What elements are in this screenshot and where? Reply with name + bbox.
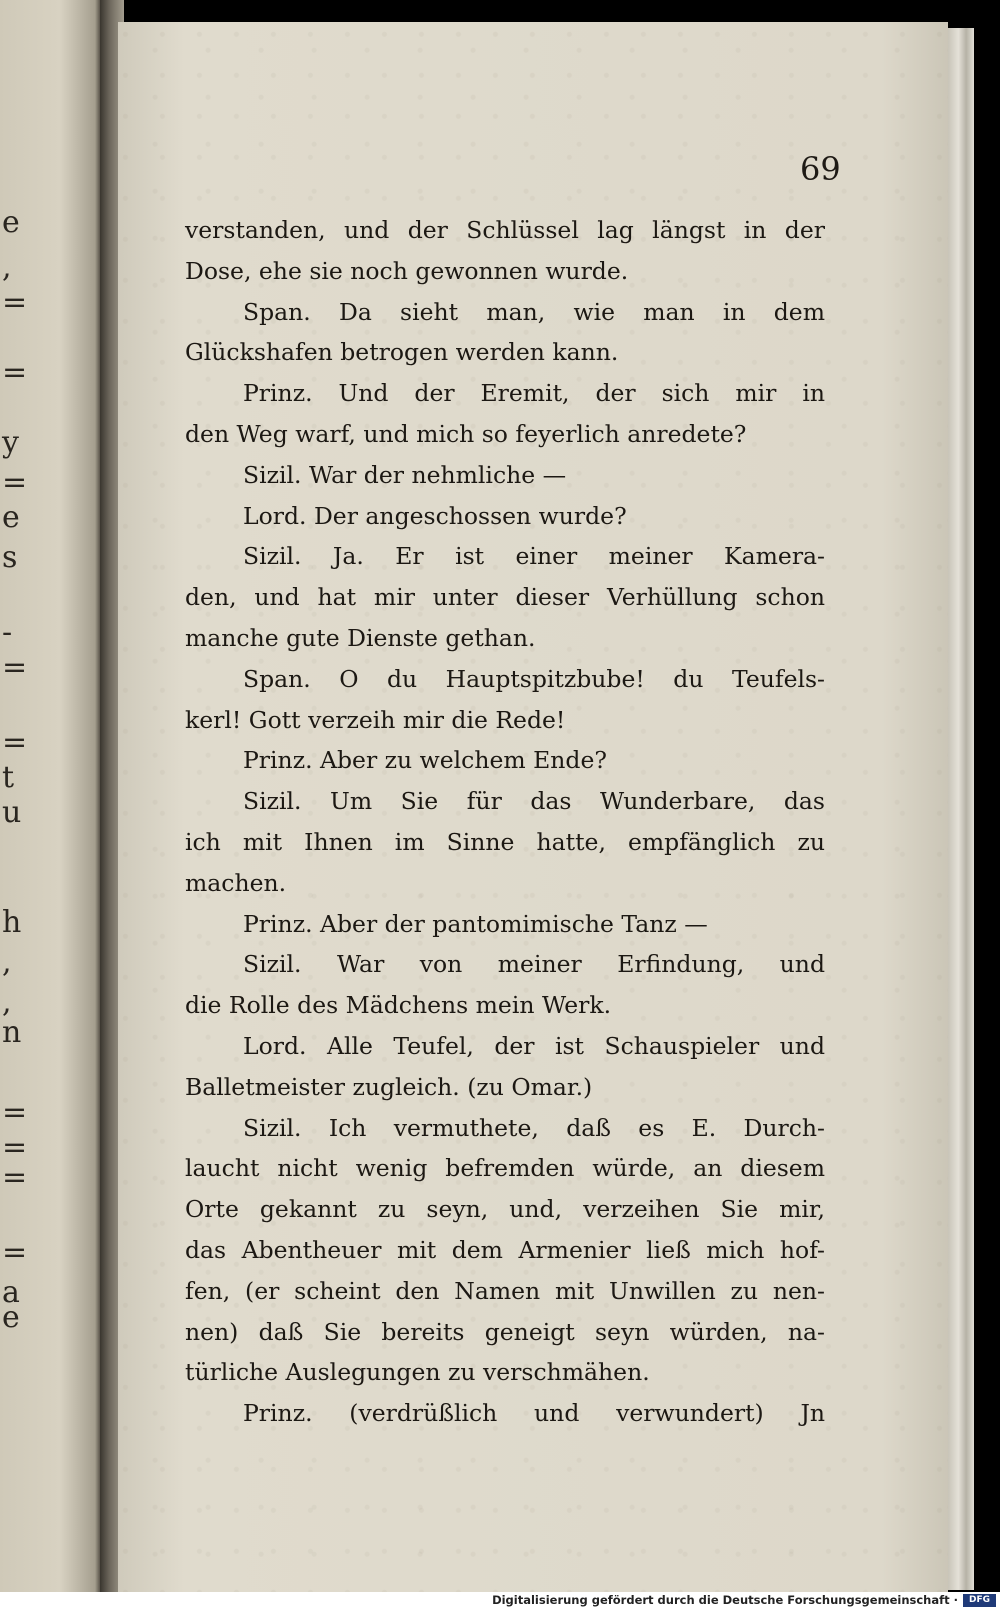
- text-line: Prinz. Aber zu welchem Ende?: [243, 746, 607, 775]
- text-line: nen) daß Sie bereits geneigt seyn würden, na-: [185, 1317, 825, 1346]
- page-number: 69: [800, 150, 841, 188]
- text-line: Sizil. War von meiner Erfindung, und: [243, 950, 825, 979]
- left-page-fragment: =: [2, 1130, 28, 1165]
- page-text: [185, 210, 825, 1434]
- left-page-fragment: t: [2, 760, 15, 795]
- text-line: Prinz. (verdrüßlich und verwundert) Jn: [243, 1399, 825, 1428]
- left-page-fragment: ,: [2, 985, 12, 1020]
- left-page-fragment: e: [2, 205, 20, 240]
- text-line: Prinz. Aber der pantomimische Tanz —: [243, 909, 708, 938]
- text-line: den Weg warf, und mich so feyerlich anredete?: [185, 419, 747, 448]
- left-page-fragment: =: [2, 355, 28, 390]
- left-page-fragment: =: [2, 650, 28, 685]
- left-page-fragment: =: [2, 1095, 28, 1130]
- text-line: Prinz. Und der Eremit, der sich mir in: [243, 379, 825, 408]
- text-line: türliche Auslegungen zu verschmähen.: [185, 1358, 650, 1387]
- text-line: das Abentheuer mit dem Armenier ließ mich hof-: [185, 1235, 825, 1264]
- left-page-fragment: =: [2, 725, 28, 760]
- left-page-fragment: ,: [2, 945, 12, 980]
- text-line: Lord. Alle Teufel, der ist Schauspieler und: [243, 1031, 825, 1060]
- left-page-fragment: -: [2, 615, 13, 650]
- text-line: Orte gekannt zu seyn, und, verzeihen Sie mir,: [185, 1195, 825, 1224]
- text-line: Dose, ehe sie noch gewonnen wurde.: [185, 256, 629, 285]
- left-page-fragment: ,: [2, 250, 12, 285]
- text-line: Span. O du Hauptspitzbube! du Teufels-: [243, 664, 825, 693]
- left-page-fragment: u: [2, 795, 22, 830]
- dfg-logo: DFG: [963, 1594, 996, 1607]
- text-line: die Rolle des Mädchens mein Werk.: [185, 991, 612, 1020]
- left-page-fragment: =: [2, 1160, 28, 1195]
- left-page-fragment: e: [2, 1300, 20, 1335]
- left-page-fragment: e: [2, 500, 20, 535]
- left-page-edge: [0, 0, 100, 1600]
- text-line: laucht nicht wenig befremden würde, an diesem: [185, 1154, 825, 1183]
- footer-bar: [0, 1592, 1000, 1609]
- text-line: ich mit Ihnen im Sinne hatte, empfänglich zu: [185, 827, 825, 856]
- text-line: Sizil. War der nehmliche —: [243, 460, 567, 489]
- left-page-fragment: a: [2, 1275, 20, 1310]
- text-line: Glückshafen betrogen werden kann.: [185, 338, 619, 367]
- left-page-fragment: n: [2, 1015, 22, 1050]
- left-page-fragment: y: [2, 425, 19, 460]
- text-line: Sizil. Ja. Er ist einer meiner Kamera-: [243, 542, 825, 571]
- footer-credit: Digitalisierung gefördert durch die Deutsche Forschungsgemeinschaft ·: [492, 1593, 958, 1607]
- text-line: Lord. Der angeschossen wurde?: [243, 501, 627, 530]
- text-line: manche gute Dienste gethan.: [185, 623, 536, 652]
- text-line: verstanden, und der Schlüssel lag längst in der: [185, 216, 825, 244]
- text-line: kerl! Gott verzeih mir die Rede!: [185, 705, 566, 734]
- text-line: machen.: [185, 868, 287, 897]
- left-page-fragment: =: [2, 465, 28, 500]
- text-line: Span. Da sieht man, wie man in dem: [243, 297, 825, 326]
- page-stack-edge: [948, 28, 974, 1590]
- text-line: Balletmeister zugleich. (zu Omar.): [185, 1072, 593, 1101]
- left-page-fragment: h: [2, 905, 22, 940]
- text-line: den, und hat mir unter dieser Verhüllung schon: [185, 583, 825, 612]
- left-page-fragment: =: [2, 1235, 28, 1270]
- text-line: Sizil. Ich vermuthete, daß es E. Durch-: [243, 1113, 825, 1142]
- text-line: Sizil. Um Sie für das Wunderbare, das: [243, 787, 825, 816]
- left-page-fragment: =: [2, 285, 28, 320]
- text-line: fen, (er scheint den Namen mit Unwillen zu nen-: [185, 1276, 825, 1305]
- left-page-fragment: s: [2, 540, 18, 575]
